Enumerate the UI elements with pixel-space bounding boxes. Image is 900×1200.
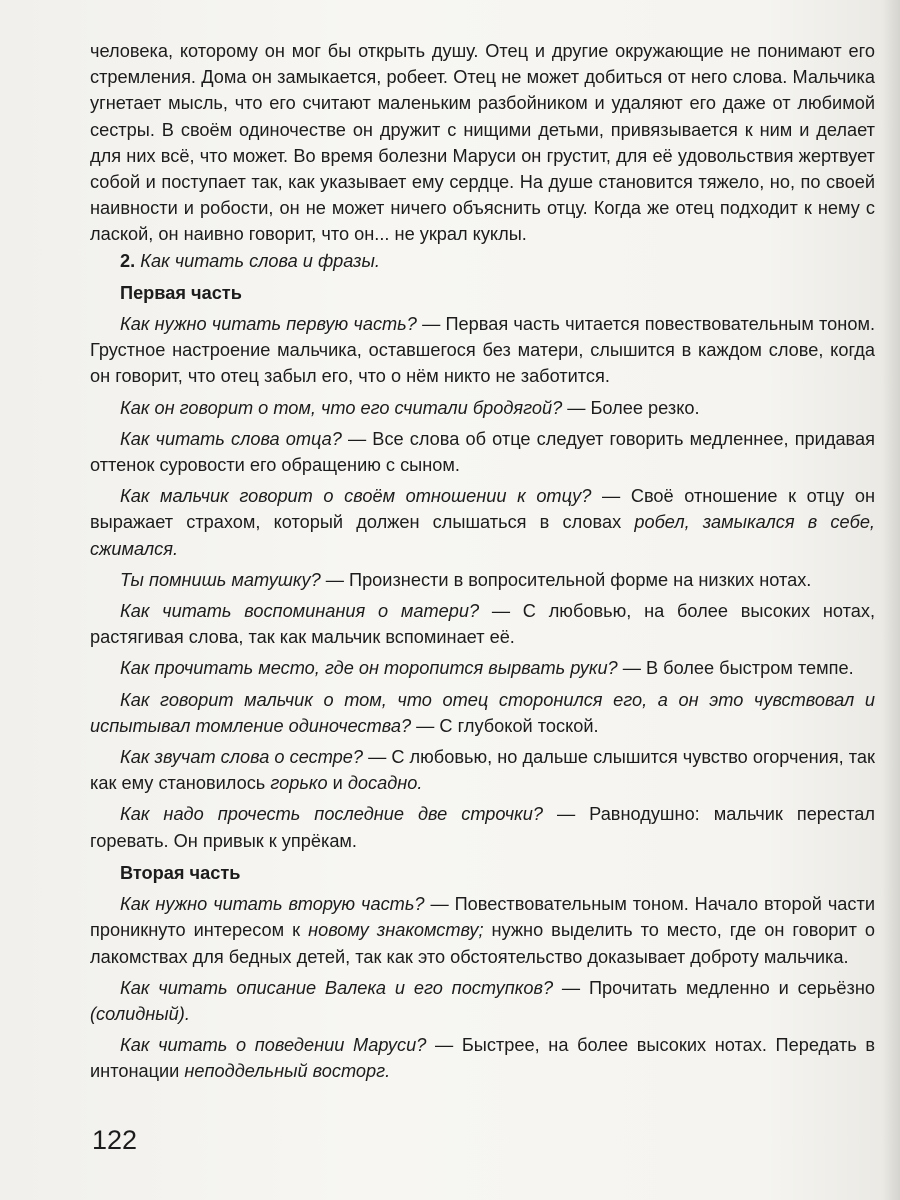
section-title: Как читать слова и фразы.	[140, 250, 380, 271]
answer: — Первая часть читается повествовательным тоном. Грустное настроение мальчика, оставшегося без матери, слышится в каждом слове, когда он говорит, что отец забыл его, что о нём никто не заботится.	[90, 314, 876, 387]
subheading-second-part: Вторая часть	[120, 862, 241, 883]
answer: — Равнодушно: мальчик перестал горевать. Он привык к упрёкам.	[90, 804, 875, 851]
question: Как читать о поведении Маруси?	[120, 1035, 427, 1056]
quoted-word: досадно.	[347, 773, 423, 794]
question: Как он говорит о том, что его считали бродягой?	[120, 397, 563, 418]
answer: — В более быстром темпе.	[617, 658, 854, 679]
paragraph	[90, 655, 875, 681]
paragraph	[90, 744, 875, 796]
question: Как звучат слова о сестре?	[120, 747, 364, 768]
paragraph	[90, 426, 875, 478]
paragraph	[90, 891, 875, 970]
paragraph	[90, 801, 875, 853]
answer: — С любовью, на более высоких нотах, растягивая слова, так как мальчик вспоминает её.	[90, 601, 876, 648]
section-2-title	[90, 248, 875, 274]
question: Как прочитать место, где он торопится вырвать руки?	[120, 658, 618, 679]
subheading-first-part: Первая часть	[120, 282, 242, 303]
quoted-word: (солидный).	[90, 1003, 190, 1024]
paragraph	[90, 395, 875, 421]
question: Как мальчик говорит о своём отношении к отцу?	[120, 486, 592, 507]
paragraph	[90, 483, 875, 562]
answer: — Повествовательным тоном. Начало второй части проникнуто интересом к	[90, 894, 875, 941]
paragraph	[90, 567, 875, 593]
answer: — С любовью, но дальше слышится чувство огорчения, так как ему становилось	[90, 747, 875, 794]
question: Как надо прочесть последние две строчки?	[120, 804, 543, 825]
quoted-word: горько	[270, 773, 328, 794]
page-edge-shadow	[882, 0, 900, 1200]
question: Как говорит мальчик о том, что отец сторонился его, а он это чувствовал и испытывал томление одиночества?	[90, 689, 875, 736]
paragraph	[90, 1032, 875, 1084]
question: Как нужно читать первую часть?	[120, 314, 417, 335]
paragraph	[90, 975, 875, 1027]
paragraph-continuation: человека, которому он мог бы открыть душу. Отец и другие окружающие не понимают его стремления. Дома он замыкается, робеет. Отец не может добиться от него слова. Мальчика угнетает мысль, что его считают маленьким разбойником и удаляют его даже от любимой сестры. В своём одиночестве он дружит с нищими детьми, привязывается к ним и делает для них всё, что может. Во время болезни Маруси он грустит, для её удовольствия жертвует собой и поступает так, как указывает ему сердце. На душе становится тяжело, но, по своей наивности и робости, он не может ничего объяснить отцу. Когда же отец подходит к нему с лаской, он наивно говорит, что он... не украл куклы.	[90, 41, 875, 245]
answer: — Все слова об отце следует говорить медленнее, придавая оттенок суровости его обращению с сыном.	[90, 428, 875, 476]
quoted-words: неподдельный восторг.	[184, 1061, 391, 1082]
answer: — Своё отношение к отцу он выражает страхом, который должен слышаться в словах	[90, 486, 876, 533]
paragraph	[90, 311, 875, 390]
section-number: 2.	[120, 250, 136, 271]
answer: — С глубокой тоской.	[411, 715, 599, 736]
answer: — Быстрее, на более высоких нотах. Передать в интонации	[90, 1035, 875, 1082]
paragraph	[90, 687, 875, 739]
page-text	[90, 38, 875, 1085]
quoted-words: новому знакомству;	[308, 920, 484, 941]
question: Как читать слова отца?	[120, 428, 342, 449]
paragraph	[90, 598, 875, 650]
page-number: 122	[92, 1125, 138, 1155]
answer: — Произнести в вопросительной форме на низких нотах.	[320, 569, 812, 590]
question: Как нужно читать вторую часть?	[120, 894, 425, 915]
question: Как читать описание Валека и его поступков?	[120, 977, 554, 998]
question: Как читать воспоминания о матери?	[120, 601, 480, 622]
answer-continued: нужно выделить то место, где он говорит о лакомствах для бедных детей, так как это обстоятельство доказывает доброту мальчика.	[90, 920, 875, 967]
question: Ты помнишь матушку?	[120, 569, 321, 590]
quoted-words: робел, замыкался в себе, сжимался.	[90, 512, 875, 559]
answer-connector: и	[327, 773, 348, 794]
answer: — Прочитать медленно и серьёзно	[553, 977, 875, 998]
answer: — Более резко.	[562, 397, 700, 418]
